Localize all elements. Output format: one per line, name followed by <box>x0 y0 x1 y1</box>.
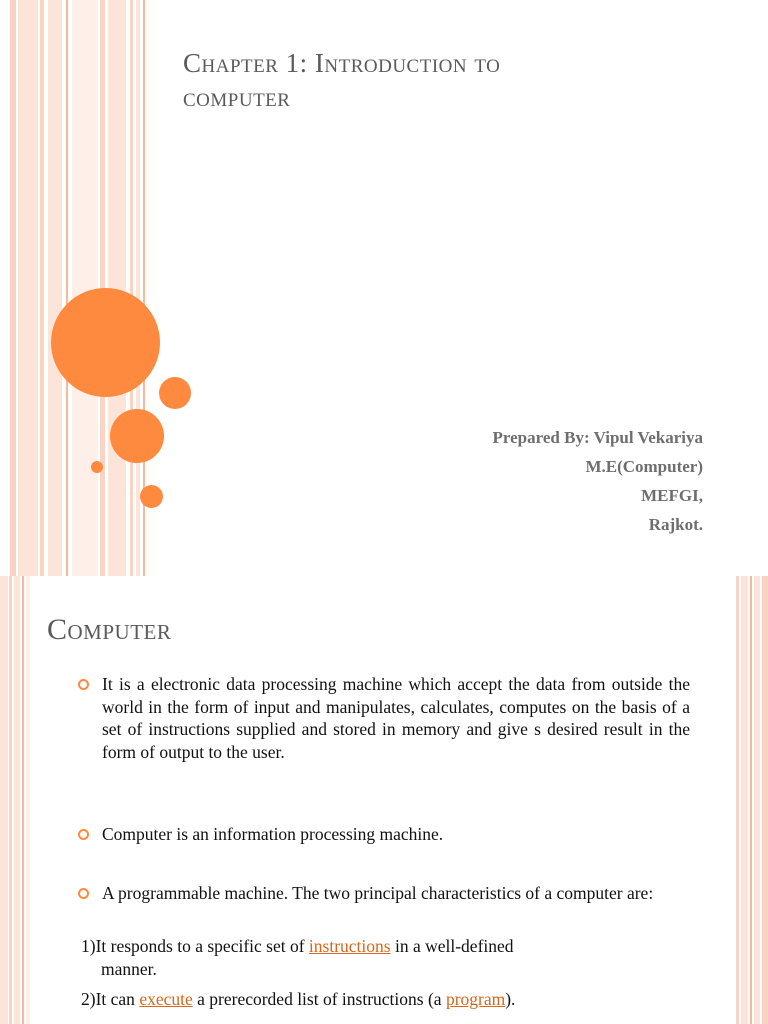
decor-stripe <box>66 0 68 576</box>
decor-circle-large <box>51 288 160 397</box>
decor-stripe <box>136 0 140 576</box>
execute-link[interactable]: execute <box>139 989 193 1009</box>
bullet-text: A programmable machine. The two principal characteristics of a computer are: <box>102 883 654 903</box>
bullet-circle-icon <box>78 888 89 899</box>
program-link[interactable]: program <box>445 989 506 1009</box>
decor-circle <box>110 409 164 463</box>
bullet-circle-icon <box>78 679 89 690</box>
decor-stripe <box>0 576 8 1024</box>
decor-stripe <box>750 576 752 1024</box>
instructions-link[interactable]: instructions <box>308 936 391 956</box>
decor-stripe <box>48 0 62 576</box>
decor-circle <box>159 377 191 409</box>
decor-stripe <box>18 0 38 576</box>
author-block <box>493 423 703 539</box>
slide-title: Computer <box>47 613 172 646</box>
decor-stripe <box>754 576 760 1024</box>
decor-stripe <box>26 576 30 1024</box>
decor-stripe <box>762 576 768 1024</box>
numbered-point-2: 2)It can execute a prerecorded list of instructions (a program). <box>81 989 516 1009</box>
decor-circle <box>140 485 163 508</box>
city-line: Rajkot. <box>648 515 703 534</box>
decor-circle-tiny <box>91 461 103 473</box>
bullet-circle-icon <box>78 829 89 840</box>
bullet-text: Computer is an information processing machine. <box>102 824 444 844</box>
decor-stripe <box>22 576 24 1024</box>
decor-stripe <box>40 0 44 576</box>
decor-stripe <box>10 0 16 576</box>
numbered-point-1: 1)It responds to a specific set of instructions in a well-defined manner. <box>81 936 514 979</box>
decor-stripe <box>9 576 12 1024</box>
decor-stripe <box>72 0 98 576</box>
author-line: Prepared By: Vipul Vekariya <box>492 428 703 447</box>
decor-stripe <box>130 0 133 576</box>
decor-stripe <box>741 576 748 1024</box>
chapter-title: Chapter 1: Introduction to computer <box>183 48 501 112</box>
bullet-text: It is a electronic data processing machine which accept the data from outside the world in the form of input and manipulates, calculates, computes on the basis of a set of instructions supplied and stored in memory and give s desired result in the form of output to the user. <box>102 674 690 762</box>
decor-stripe <box>736 576 739 1024</box>
degree-line: M.E(Computer) <box>585 457 703 476</box>
decor-stripe <box>14 576 20 1024</box>
institute-line: MEFGI, <box>641 486 703 505</box>
